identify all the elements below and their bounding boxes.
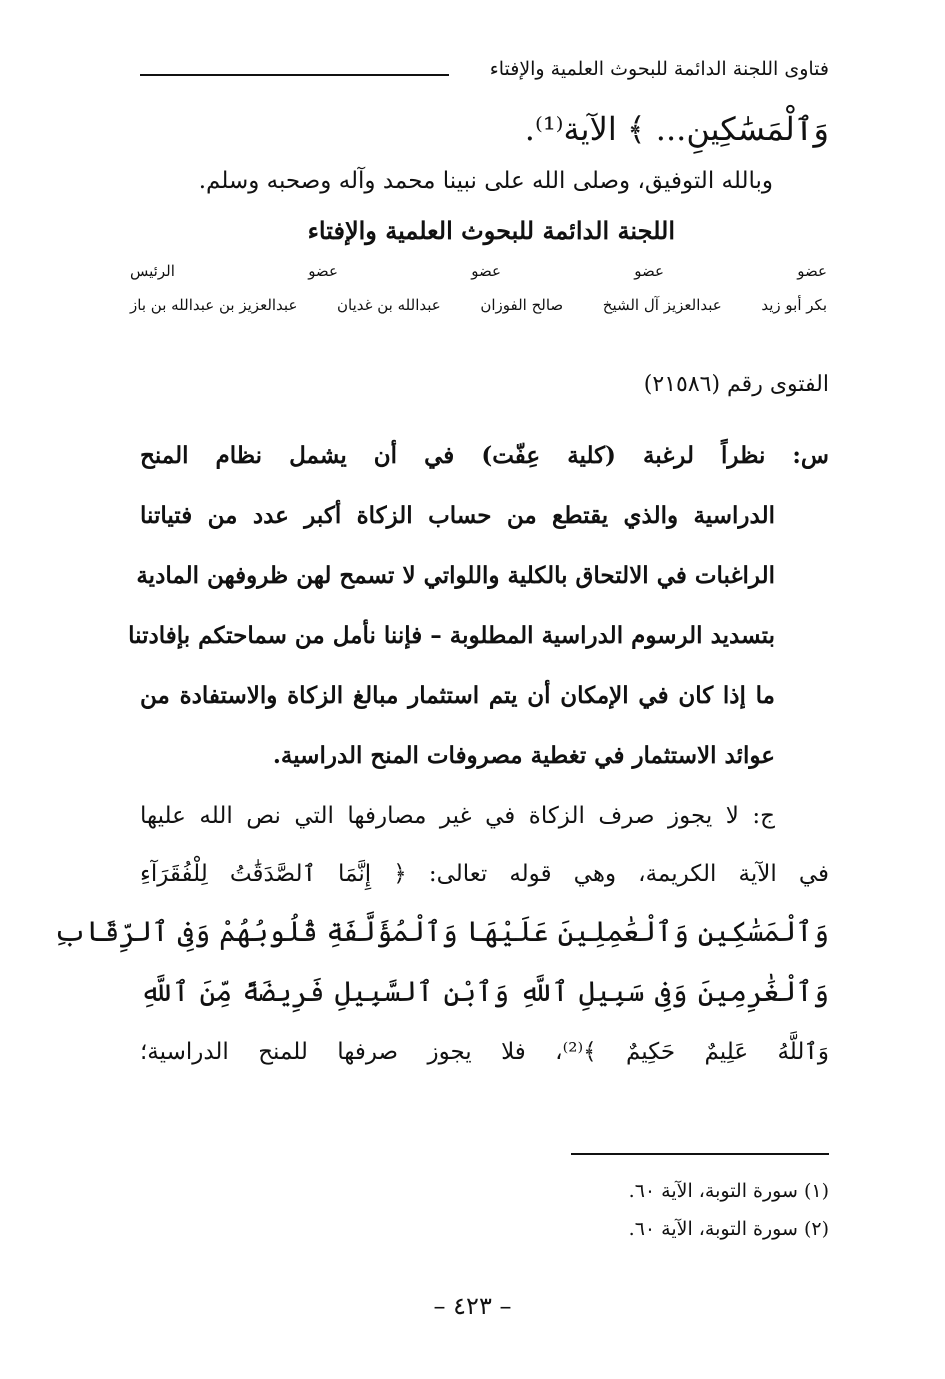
- committee-name: اللجنة الدائمة للبحوث العلمية والإفتاء: [307, 216, 675, 245]
- answer-line: وَٱللَّهُ عَلِيمٌ حَكِيمٌ ﴾⁽²⁾، فلا يجوز صرفها للمنح الدراسية؛: [140, 1039, 829, 1065]
- role-2: عضو: [634, 262, 664, 280]
- footnote-rule: [571, 1153, 829, 1155]
- question-line: الراغبات في الالتحاق بالكلية واللواتي لا تسمح لهن ظروفهن المادية: [136, 562, 775, 589]
- footnote-1: (١) سورة التوبة، الآية ٦٠.: [628, 1180, 829, 1202]
- footnote-2: (٢) سورة التوبة، الآية ٦٠.: [628, 1218, 829, 1240]
- question-line: بتسديد الرسوم الدراسية المطلوبة – فإننا نأمل من سماحتكم بإفادتنا: [128, 622, 775, 649]
- name-3: صالح الفوزان: [480, 296, 564, 314]
- name-5: عبدالعزيز بن عبدالله بن باز: [130, 296, 298, 314]
- header-rule: [140, 74, 449, 76]
- question-line: الدراسية والذي يقتطع من حساب الزكاة أكبر عدد من فتياتنا: [140, 502, 775, 529]
- question-line: ما إذا كان في الإمكان أن يتم استثمار مبالغ الزكاة والاستفادة من: [140, 682, 775, 709]
- question-paragraph: [128, 432, 829, 792]
- role-1: عضو: [797, 262, 827, 280]
- header-title: فتاوى اللجنة الدائمة للبحوث العلمية والإفتاء: [489, 58, 829, 80]
- signatory-names: [130, 296, 827, 314]
- answer-paragraph: [53, 792, 829, 1086]
- role-4: عضو: [308, 262, 338, 280]
- name-2: عبدالعزيز آل الشيخ: [602, 296, 722, 314]
- page-number: – ٤٢٣ –: [433, 1292, 512, 1320]
- name-1: بكر أبو زيد: [761, 296, 827, 314]
- role-5: الرئيس: [130, 262, 175, 280]
- answer-verse-line: وَٱلْمَسَٰكِينِ وَٱلْعَٰمِلِينَ عَلَيْهَا وَٱلْمُؤَلَّفَةِ قُلُوبُهُمْ وَفِى ٱلرِّقَابِ: [53, 915, 829, 948]
- answer-line: في الآية الكريمة، وهي قوله تعالى: ﴿ إِنَّمَا ٱلصَّدَقَٰتُ لِلْفُقَرَآءِ: [140, 861, 829, 887]
- role-3: عضو: [471, 262, 501, 280]
- signatory-roles: [130, 262, 827, 280]
- running-header: [140, 58, 829, 92]
- name-4: عبدالله بن غديان: [337, 296, 441, 314]
- answer-verse-line: وَٱلْغَٰرِمِينَ وَفِى سَبِيلِ ٱللَّهِ وَٱبْنِ ٱلسَّبِيلِ فَرِيضَةً مِّنَ ٱللَّهِ: [140, 975, 829, 1008]
- fatwa-number: الفتوى رقم (٢١٥٨٦): [643, 372, 829, 397]
- closing-prayer: وبالله التوفيق، وصلى الله على نبينا محمد وآله وصحبه وسلم.: [198, 168, 773, 194]
- verse-tail: وَٱلْمَسَٰكِينِ... ﴾ الآية⁽¹⁾.: [524, 110, 829, 148]
- answer-line: ج: لا يجوز صرف الزكاة في غير مصارفها التي نص الله عليها: [140, 803, 775, 829]
- question-line: س: نظراً لرغبة (كلية عِفّت) في أن يشمل نظام المنح: [140, 442, 829, 469]
- question-line: عوائد الاستثمار في تغطية مصروفات المنح الدراسية.: [272, 742, 775, 769]
